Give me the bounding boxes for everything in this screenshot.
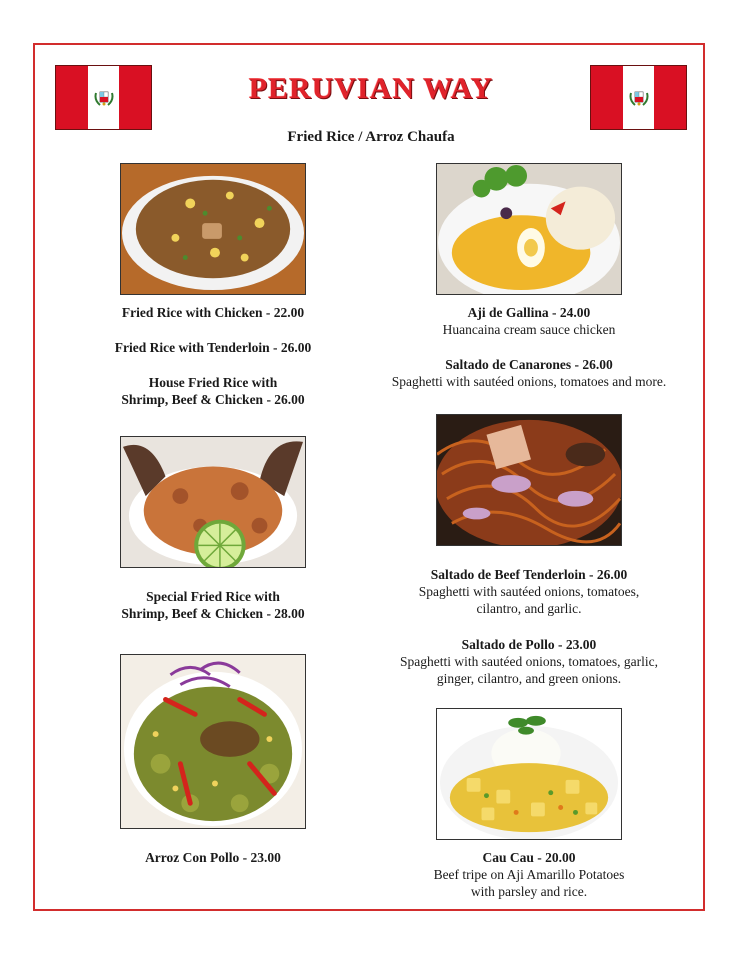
menu-item (370, 566, 688, 617)
menu-item (370, 849, 688, 900)
aji-de-gallina-photo (436, 163, 622, 295)
item-name: Saltado de Beef Tenderloin - 26.00 (430, 567, 628, 582)
item-description: Huancaina cream sauce chicken (442, 322, 616, 337)
page-title: PERUVIAN WAY (248, 72, 494, 105)
item-name-line: House Fried Rice with (148, 375, 278, 390)
item-description-line: with parsley and rice. (470, 884, 588, 899)
item-name-line: Shrimp, Beef & Chicken - 26.00 (121, 392, 305, 407)
item-description-line: Beef tripe on Aji Amarillo Potatoes (433, 867, 625, 882)
cau-cau-photo (436, 708, 622, 840)
item-name: Fried Rice with Chicken - 22.00 (121, 305, 305, 320)
item-description: Spaghetti with sautéed onions, tomatoes and more. (391, 374, 667, 389)
menu-item (370, 636, 688, 687)
item-name-line: Shrimp, Beef & Chicken - 28.00 (121, 606, 305, 621)
saltado-beef-photo (436, 414, 622, 546)
item-name: Arroz Con Pollo - 23.00 (145, 850, 281, 865)
item-name: Fried Rice with Tenderloin - 26.00 (114, 340, 312, 355)
menu-item (93, 304, 333, 321)
item-name: Cau Cau - 20.00 (482, 850, 576, 865)
item-name: Aji de Gallina - 24.00 (467, 305, 591, 320)
item-description-line: ginger, cilantro, and green onions. (436, 671, 622, 686)
fried-rice-chicken-photo (120, 163, 306, 295)
item-name-line: Special Fried Rice with (146, 589, 280, 604)
item-name: Saltado de Canarones - 26.00 (445, 357, 613, 372)
menu-item (93, 588, 333, 622)
item-description-line: cilantro, and garlic. (476, 601, 582, 616)
item-name: Saltado de Pollo - 23.00 (461, 637, 597, 652)
section-subtitle: Fried Rice / Arroz Chaufa (287, 129, 455, 145)
menu-item (370, 304, 688, 338)
menu-item (93, 374, 333, 408)
menu-item (370, 356, 688, 390)
menu-item (93, 339, 333, 356)
menu-item (93, 849, 333, 866)
item-description-line: Spaghetti with sautéed onions, tomatoes, garlic, (400, 654, 658, 669)
item-description-line: Spaghetti with sautéed onions, tomatoes, (418, 584, 640, 599)
arroz-con-pollo-photo (120, 654, 306, 829)
special-fried-rice-photo (120, 436, 306, 568)
